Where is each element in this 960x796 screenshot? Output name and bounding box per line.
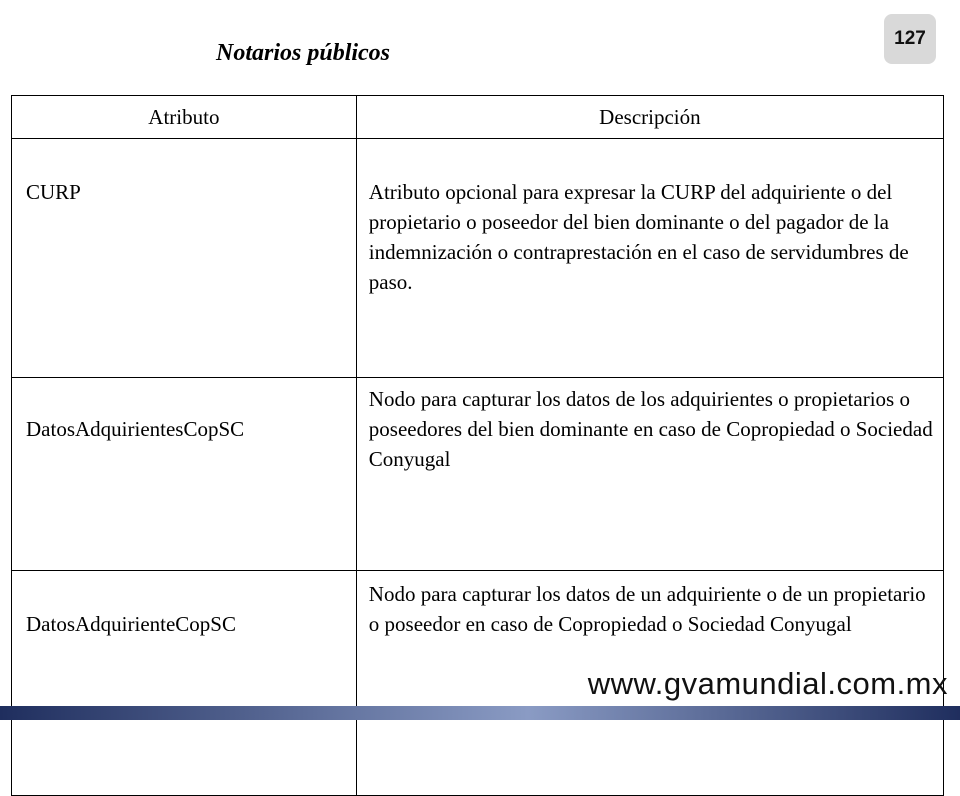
page-title: Notarios públicos [216,40,391,66]
attribute-cell: DatosAdquirientesCopSC [12,378,357,571]
description-cell: Atributo opcional para expresar la CURP del adquiriente o del propietario o poseedor del bien dominante o del pagador de la indemnización o contraprestación en el caso de servidumbres de paso. [356,139,943,378]
description-cell: Nodo para capturar los datos de los adquirientes o propietarios o poseedores del bien dominante en caso de Copropiedad o Sociedad Conyugal [356,378,943,571]
page-number-badge: 127 [884,14,936,64]
footer-website-url[interactable]: www.gvamundial.com.mx [587,666,948,701]
footer-band [0,706,960,720]
attribute-cell: CURP [12,139,357,378]
attribute-cell: DatosAdquirienteCopSC [12,571,357,796]
header-description: Descripción [356,96,943,139]
table-header-row [12,96,944,139]
description-cell: Nodo para capturar los datos de un adquiriente o de un propietario o poseedor en caso de Copropiedad o Sociedad Conyugal [356,571,943,796]
table-row [12,139,944,378]
footer-band-graphic [0,706,960,720]
table-row [12,378,944,571]
header-attribute: Atributo [12,96,357,139]
